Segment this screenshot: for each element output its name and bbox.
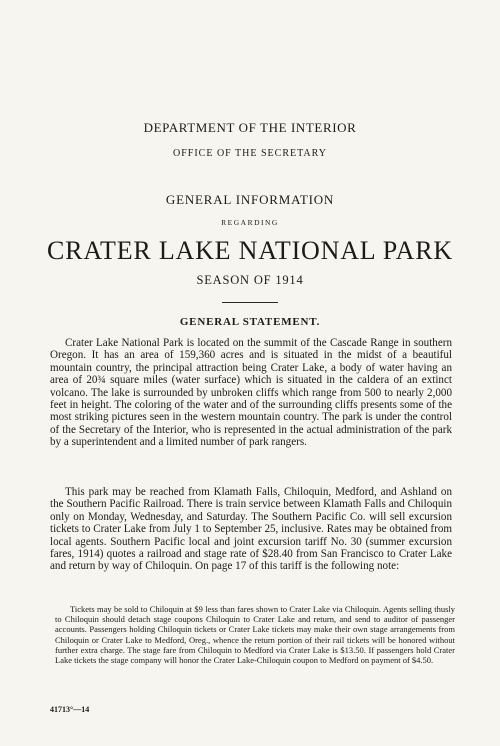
general-information-heading: GENERAL INFORMATION bbox=[165, 192, 335, 207]
section-heading: GENERAL STATEMENT. bbox=[179, 316, 321, 328]
print-code: 41713°—14 bbox=[50, 705, 90, 714]
tariff-note bbox=[55, 604, 455, 665]
divider-rule bbox=[222, 302, 278, 303]
regarding-label: REGARDING bbox=[221, 218, 279, 227]
office-subheading: OFFICE OF THE SECRETARY bbox=[173, 148, 327, 159]
paragraph-text: Crater Lake National Park is located on the summit of the Cascade Range in southern Oregon. It has an area of 159,360 acres and is situated in the midst of a beautiful mountain country, the principal attraction being Crater Lake, a body of water having an area of 20¾ square miles (water surface) which is situated in the caldera of an extinct volcano. The lake is surrounded by unbroken cliffs which range from 500 to nearly 2,000 feet in height. The coloring of the water and of the surrounding cliffs presents some of the most striking pictures seen in the western mountain country. The park is under the control of the Secretary of the Interior, who is represented in the actual administration of the park by a superintendent and a limited number of park rangers. bbox=[50, 337, 452, 449]
department-heading: DEPARTMENT OF THE INTERIOR bbox=[143, 120, 357, 135]
body-paragraph-1 bbox=[50, 337, 452, 449]
tariff-note-text: Tickets may be sold to Chiloquin at $9 less than fares shown to Crater Lake via Chiloquin. Agents selling thusly to Chiloquin should detach stage coupons Chiloquin to Crater Lake and return, and send to auditor of passenger accounts. Passengers holding Chiloquin tickets or Crater Lake tickets may make their own stage arrangements from Chiloquin or Crater Lake to Medford, Oreg., whence the return portion of their rail tickets will be honored without further extra charge. The stage fare from Chiloquin to Medford via Crater Lake is $13.50. If passengers hold Crater Lake tickets the stage company will honor the Crater Lake-Chiloquin coupon to Medford on payment of $4.50. bbox=[55, 604, 455, 666]
season-label: SEASON OF 1914 bbox=[196, 273, 304, 287]
park-title: CRATER LAKE NATIONAL PARK bbox=[47, 236, 453, 265]
paragraph-text: This park may be reached from Klamath Falls, Chiloquin, Medford, and Ashland on the Southern Pacific Railroad. There is train service between Klamath Falls and Chiloquin only on Monday, Wednesday, and Saturday. The Southern Pacific Co. will sell excursion tickets to Crater Lake from July 1 to September 25, inclusive. Rates may be obtained from local agents. Southern Pacific local and joint excursion tariff No. 30 (summer excursion fares, 1914) quotes a railroad and stage rate of $28.40 from San Francisco to Crater Lake and return by way of Chiloquin. On page 17 of this tariff is the following note: bbox=[50, 486, 452, 573]
body-paragraph-2 bbox=[50, 486, 452, 573]
